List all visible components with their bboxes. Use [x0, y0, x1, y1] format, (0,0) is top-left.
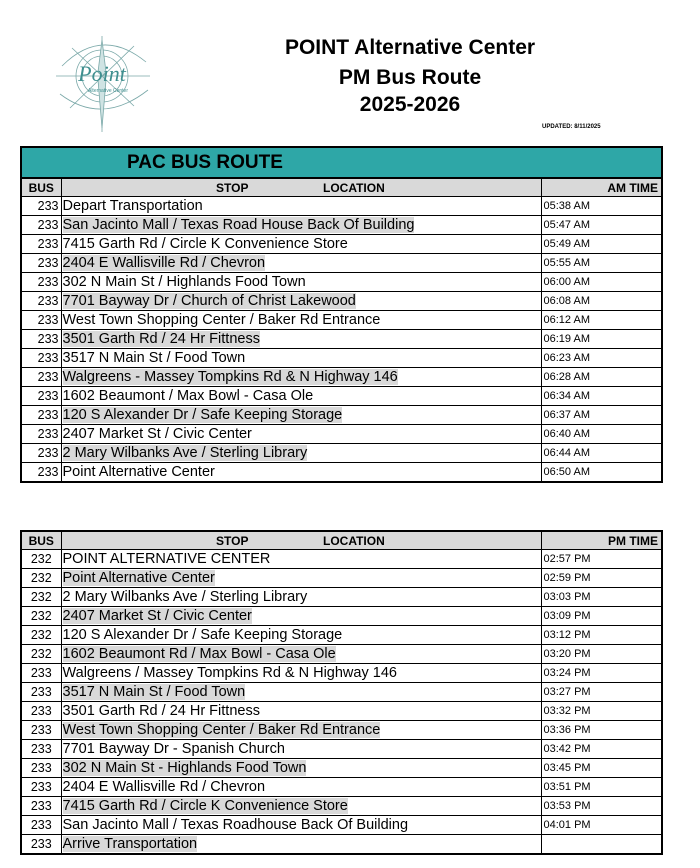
- bus-number: 233: [21, 797, 61, 816]
- table-row: [21, 311, 662, 330]
- header-bus: BUS: [21, 178, 61, 197]
- bus-number: 233: [21, 740, 61, 759]
- stop-location: Point Alternative Center: [61, 463, 541, 483]
- header-location: LOCATION: [323, 178, 541, 197]
- stop-location: 3501 Garth Rd / 24 Hr Fittness: [61, 702, 541, 721]
- stop-time: 02:57 PM: [541, 550, 662, 569]
- stop-location: Walgreens - Massey Tompkins Rd & N Highway 146: [61, 368, 541, 387]
- table-row: [21, 444, 662, 463]
- header-stop: STOP: [61, 178, 323, 197]
- title-line-3: 2025-2026: [359, 93, 461, 116]
- stop-time: 04:01 PM: [541, 816, 662, 835]
- table-row: [21, 797, 662, 816]
- stop-time: 03:42 PM: [541, 740, 662, 759]
- stop-time: 03:24 PM: [541, 664, 662, 683]
- table-row: [21, 349, 662, 368]
- stop-location: 7415 Garth Rd / Circle K Convenience Store: [61, 235, 541, 254]
- bus-number: 232: [21, 626, 61, 645]
- bus-number: 233: [21, 273, 61, 292]
- bus-number: 233: [21, 778, 61, 797]
- point-logo: [42, 36, 170, 136]
- stop-location: 2 Mary Wilbanks Ave / Sterling Library: [61, 588, 541, 607]
- stop-time: 06:08 AM: [541, 292, 662, 311]
- stop-time: 06:19 AM: [541, 330, 662, 349]
- stop-time: 06:44 AM: [541, 444, 662, 463]
- stop-location: 302 N Main St / Highlands Food Town: [61, 273, 541, 292]
- table-row: [21, 235, 662, 254]
- stop-location: West Town Shopping Center / Baker Rd Entrance: [61, 721, 541, 740]
- stop-time: 03:51 PM: [541, 778, 662, 797]
- table-row: [21, 759, 662, 778]
- bus-number: 232: [21, 607, 61, 626]
- stop-time: 06:12 AM: [541, 311, 662, 330]
- pm-route-table: [20, 530, 663, 855]
- stop-location: Arrive Transportation: [61, 835, 541, 855]
- table-row: [21, 740, 662, 759]
- table-row: [21, 550, 662, 569]
- stop-time: 03:45 PM: [541, 759, 662, 778]
- bus-number: 233: [21, 235, 61, 254]
- svg-text:Point: Point: [78, 61, 126, 86]
- table-row: [21, 425, 662, 444]
- bus-number: 233: [21, 835, 61, 855]
- table-row: [21, 387, 662, 406]
- stop-location: San Jacinto Mall / Texas Roadhouse Back Of Building: [61, 816, 541, 835]
- bus-number: 232: [21, 645, 61, 664]
- stop-location: 2404 E Wallisville Rd / Chevron: [61, 778, 541, 797]
- stop-location: Depart Transportation: [61, 197, 541, 216]
- stop-time: 05:38 AM: [541, 197, 662, 216]
- table-row: [21, 368, 662, 387]
- bus-number: 233: [21, 254, 61, 273]
- stop-location: 3501 Garth Rd / 24 Hr Fittness: [61, 330, 541, 349]
- table-row: [21, 197, 662, 216]
- bus-number: 233: [21, 368, 61, 387]
- stop-time: [541, 835, 662, 855]
- stop-location: Walgreens / Massey Tompkins Rd & N Highway 146: [61, 664, 541, 683]
- table-row: [21, 569, 662, 588]
- stop-time: 06:00 AM: [541, 273, 662, 292]
- stop-location: 2407 Market St / Civic Center: [61, 425, 541, 444]
- table-row: [21, 607, 662, 626]
- stop-location: 120 S Alexander Dr / Safe Keeping Storage: [61, 626, 541, 645]
- bus-number: 232: [21, 588, 61, 607]
- stop-time: 05:49 AM: [541, 235, 662, 254]
- stop-time: 06:23 AM: [541, 349, 662, 368]
- stop-location: 2407 Market St / Civic Center: [61, 607, 541, 626]
- stop-time: 03:27 PM: [541, 683, 662, 702]
- table-row: [21, 626, 662, 645]
- stop-location: 1602 Beaumont / Max Bowl - Casa Ole: [61, 387, 541, 406]
- table-row: [21, 216, 662, 235]
- bus-number: 233: [21, 702, 61, 721]
- stop-time: 03:53 PM: [541, 797, 662, 816]
- bus-number: 232: [21, 569, 61, 588]
- stop-time: 03:12 PM: [541, 626, 662, 645]
- bus-number: 232: [21, 550, 61, 569]
- stop-time: 03:32 PM: [541, 702, 662, 721]
- header-pm-time: PM TIME: [541, 531, 662, 550]
- bus-number: 233: [21, 330, 61, 349]
- bus-number: 233: [21, 721, 61, 740]
- title-line-2: PM Bus Route: [338, 66, 482, 89]
- header-location: LOCATION: [323, 531, 541, 550]
- table-row: [21, 683, 662, 702]
- stop-time: 02:59 PM: [541, 569, 662, 588]
- compass-logo-icon: [42, 36, 170, 136]
- stop-time: 06:50 AM: [541, 463, 662, 483]
- bus-number: 233: [21, 387, 61, 406]
- bus-number: 233: [21, 683, 61, 702]
- bus-number: 233: [21, 759, 61, 778]
- am-route-table: [20, 146, 663, 483]
- stop-time: 03:03 PM: [541, 588, 662, 607]
- stop-time: 06:40 AM: [541, 425, 662, 444]
- bus-number: 233: [21, 292, 61, 311]
- stop-time: 03:36 PM: [541, 721, 662, 740]
- bus-number: 233: [21, 664, 61, 683]
- stop-location: 2 Mary Wilbanks Ave / Sterling Library: [61, 444, 541, 463]
- stop-location: 1602 Beaumont Rd / Max Bowl - Casa Ole: [61, 645, 541, 664]
- bus-number: 233: [21, 216, 61, 235]
- stop-location: 3517 N Main St / Food Town: [61, 683, 541, 702]
- header-am-time: AM TIME: [541, 178, 662, 197]
- stop-location: West Town Shopping Center / Baker Rd Entrance: [61, 311, 541, 330]
- stop-time: 05:55 AM: [541, 254, 662, 273]
- bus-number: 233: [21, 425, 61, 444]
- svg-text:Alternative Center: Alternative Center: [87, 88, 129, 94]
- table-row: [21, 721, 662, 740]
- stop-location: 120 S Alexander Dr / Safe Keeping Storage: [61, 406, 541, 425]
- table-row: [21, 273, 662, 292]
- stop-location: 7701 Bayway Dr / Church of Christ Lakewood: [61, 292, 541, 311]
- table-row: [21, 330, 662, 349]
- stop-time: 06:28 AM: [541, 368, 662, 387]
- table-row: [21, 645, 662, 664]
- table-row: [21, 778, 662, 797]
- updated-date: UPDATED: 8/11/2025: [542, 124, 601, 130]
- stop-time: 03:20 PM: [541, 645, 662, 664]
- stop-time: 06:34 AM: [541, 387, 662, 406]
- stop-location: 7415 Garth Rd / Circle K Convenience Store: [61, 797, 541, 816]
- stop-location: 7701 Bayway Dr - Spanish Church: [61, 740, 541, 759]
- table-row: [21, 406, 662, 425]
- table-row: [21, 463, 662, 483]
- bus-number: 233: [21, 463, 61, 483]
- banner-title: PAC BUS ROUTE: [21, 147, 541, 178]
- stop-location: Point Alternative Center: [61, 569, 541, 588]
- bus-number: 233: [21, 444, 61, 463]
- bus-number: 233: [21, 197, 61, 216]
- table-row: [21, 292, 662, 311]
- stop-time: 06:37 AM: [541, 406, 662, 425]
- bus-number: 233: [21, 349, 61, 368]
- table-row: [21, 588, 662, 607]
- table-row: [21, 816, 662, 835]
- stop-location: 2404 E Wallisville Rd / Chevron: [61, 254, 541, 273]
- title-line-1: POINT Alternative Center: [284, 36, 536, 59]
- stop-location: 302 N Main St - Highlands Food Town: [61, 759, 541, 778]
- stop-time: 05:47 AM: [541, 216, 662, 235]
- table-row: [21, 835, 662, 855]
- header-bus: BUS: [21, 531, 61, 550]
- stop-location: 3517 N Main St / Food Town: [61, 349, 541, 368]
- bus-number: 233: [21, 406, 61, 425]
- table-row: [21, 702, 662, 721]
- stop-time: 03:09 PM: [541, 607, 662, 626]
- stop-location: POINT ALTERNATIVE CENTER: [61, 550, 541, 569]
- table-row: [21, 664, 662, 683]
- table-row: [21, 254, 662, 273]
- header-stop: STOP: [61, 531, 323, 550]
- stop-location: San Jacinto Mall / Texas Road House Back Of Building: [61, 216, 541, 235]
- bus-number: 233: [21, 311, 61, 330]
- bus-number: 233: [21, 816, 61, 835]
